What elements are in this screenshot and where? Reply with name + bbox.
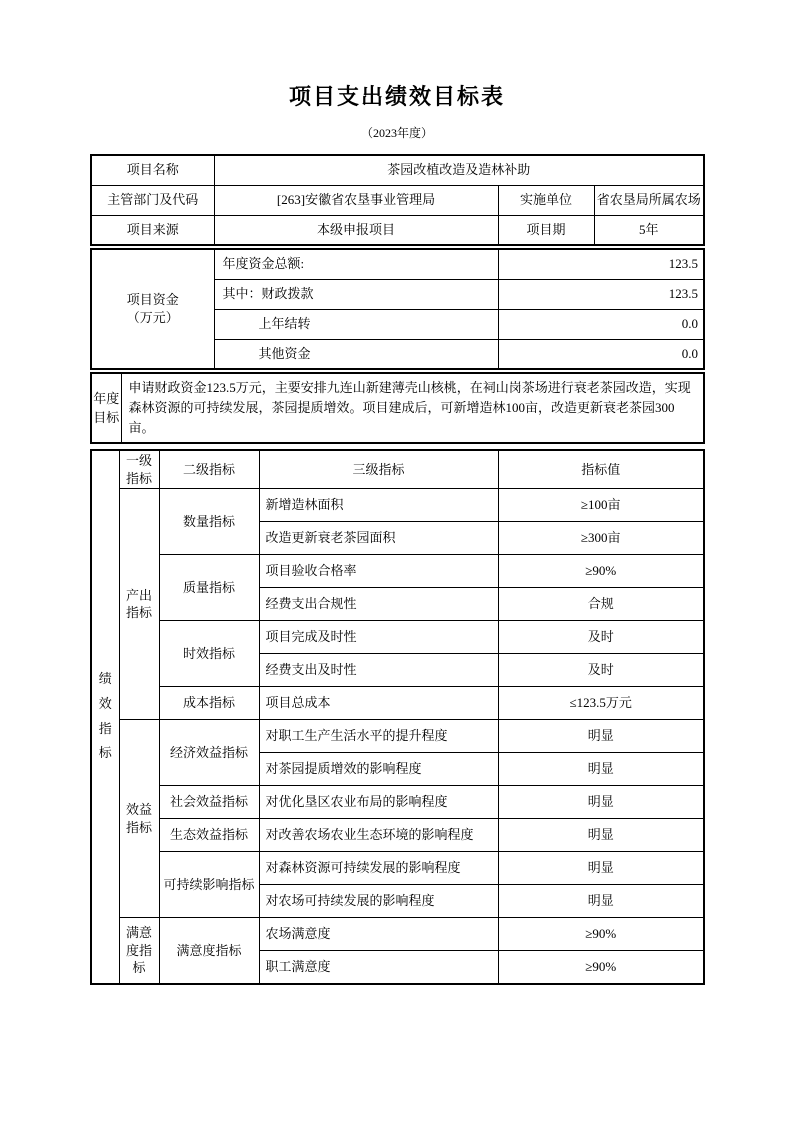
- level2-ecological: 生态效益指标: [159, 819, 259, 852]
- project-source-value: 本级申报项目: [214, 215, 498, 245]
- indicator-row: [91, 621, 704, 654]
- indicator-l3: 职工满意度: [259, 951, 498, 984]
- project-period-label: 项目期: [498, 215, 594, 245]
- funds-label-line1: 项目资金: [126, 292, 179, 308]
- indicator-value: 明显: [498, 720, 704, 753]
- funds-label-line2: （万元）: [126, 310, 179, 325]
- indicator-value: 明显: [498, 786, 704, 819]
- fund-row-total: [91, 249, 704, 279]
- indicator-value: ≥100亩: [498, 489, 704, 522]
- indicator-l3: 对森林资源可持续发展的影响程度: [259, 852, 498, 885]
- project-name-value: 茶园改植改造及造林补助: [214, 155, 704, 185]
- indicator-row: [91, 489, 704, 522]
- level2-satisfaction: 满意度指标: [159, 918, 259, 984]
- indicator-row: [91, 687, 704, 720]
- indicator-value: 明显: [498, 885, 704, 918]
- indicator-value: 合规: [498, 588, 704, 621]
- indicator-l3: 改造更新衰老茶园面积: [259, 522, 498, 555]
- indicator-value: 明显: [498, 753, 704, 786]
- indicator-row: [91, 555, 704, 588]
- row-department: [91, 185, 704, 215]
- project-source-label: 项目来源: [91, 215, 214, 245]
- indicator-value: ≤123.5万元: [498, 687, 704, 720]
- indicator-row: [91, 786, 704, 819]
- annual-goal-table: [90, 372, 705, 444]
- indicator-value: 及时: [498, 654, 704, 687]
- annual-goal-text: 申请财政资金123.5万元，主要安排九连山新建薄壳山核桃，在祠山岗茶场进行衰老茶园改造，实现森林资源的可持续发展，茶园提质增效。项目建成后，可新增造林100亩，改造更新衰老茶园300亩。: [121, 373, 704, 443]
- indicator-value: ≥90%: [498, 555, 704, 588]
- basic-info-table: [90, 154, 705, 246]
- indicator-value: 明显: [498, 819, 704, 852]
- indicator-l3: 经费支出合规性: [259, 588, 498, 621]
- indicator-row: [91, 720, 704, 753]
- level2-timeliness: 时效指标: [159, 621, 259, 687]
- impl-unit-label: 实施单位: [498, 185, 594, 215]
- fund-item-name: 上年结转: [214, 309, 498, 339]
- level2-quality: 质量指标: [159, 555, 259, 621]
- row-project-source: [91, 215, 704, 245]
- indicator-value: ≥90%: [498, 951, 704, 984]
- performance-side-label-text: 绩效指标: [98, 671, 112, 761]
- indicator-row: [91, 819, 704, 852]
- fund-item-value: 0.0: [498, 309, 704, 339]
- indicator-value: ≥300亩: [498, 522, 704, 555]
- row-project-name: [91, 155, 704, 185]
- indicator-value: 明显: [498, 852, 704, 885]
- level1-output: 产出指标: [119, 489, 159, 720]
- indicator-row: [91, 852, 704, 885]
- impl-unit-value: 省农垦局所属农场: [594, 185, 704, 215]
- level1-benefit: 效益指标: [119, 720, 159, 918]
- project-period-value: 5年: [594, 215, 704, 245]
- indicator-l3: 对优化垦区农业布局的影响程度: [259, 786, 498, 819]
- fund-item-value: 0.0: [498, 339, 704, 369]
- indicator-l3: 项目总成本: [259, 687, 498, 720]
- performance-side-label: [91, 450, 119, 984]
- fund-item-value: 123.5: [498, 279, 704, 309]
- fund-item-name: 年度资金总额:: [214, 249, 498, 279]
- document-title: 项目支出绩效目标表: [288, 84, 505, 109]
- header-level2: 二级指标: [159, 450, 259, 489]
- row-annual-goal: [91, 373, 704, 443]
- indicator-header-row: [91, 450, 704, 489]
- header-indicator-value: 指标值: [498, 450, 704, 489]
- level2-quantity: 数量指标: [159, 489, 259, 555]
- department-value: [263]安徽省农垦事业管理局: [214, 185, 498, 215]
- indicator-l3: 项目完成及时性: [259, 621, 498, 654]
- level2-economic: 经济效益指标: [159, 720, 259, 786]
- level2-social: 社会效益指标: [159, 786, 259, 819]
- level2-cost: 成本指标: [159, 687, 259, 720]
- project-funds-table: [90, 248, 705, 370]
- indicator-l3: 对改善农场农业生态环境的影响程度: [259, 819, 498, 852]
- fund-item-name: 其他资金: [214, 339, 498, 369]
- fund-item-name: 其中：财政拨款: [214, 279, 498, 309]
- indicator-l3: 农场满意度: [259, 918, 498, 951]
- funds-label: [91, 249, 214, 369]
- annual-goal-label: 年度目标: [91, 373, 121, 443]
- indicator-l3: 对职工生产生活水平的提升程度: [259, 720, 498, 753]
- indicator-value: 及时: [498, 621, 704, 654]
- project-name-label: 项目名称: [91, 155, 214, 185]
- indicator-l3: 经费支出及时性: [259, 654, 498, 687]
- level2-sustainable: 可持续影响指标: [159, 852, 259, 918]
- header-level1: 一级指标: [119, 450, 159, 489]
- header-level3: 三级指标: [259, 450, 498, 489]
- indicator-l3: 对农场可持续发展的影响程度: [259, 885, 498, 918]
- indicator-l3: 新增造林面积: [259, 489, 498, 522]
- document-subtitle: （2023年度）: [360, 126, 433, 140]
- level1-satisfaction: 满意度指标: [119, 918, 159, 984]
- indicator-row: [91, 918, 704, 951]
- performance-indicators-table: [90, 449, 705, 985]
- indicator-value: ≥90%: [498, 918, 704, 951]
- department-label: 主管部门及代码: [91, 185, 214, 215]
- indicator-l3: 对茶园提质增效的影响程度: [259, 753, 498, 786]
- indicator-l3: 项目验收合格率: [259, 555, 498, 588]
- fund-item-value: 123.5: [498, 249, 704, 279]
